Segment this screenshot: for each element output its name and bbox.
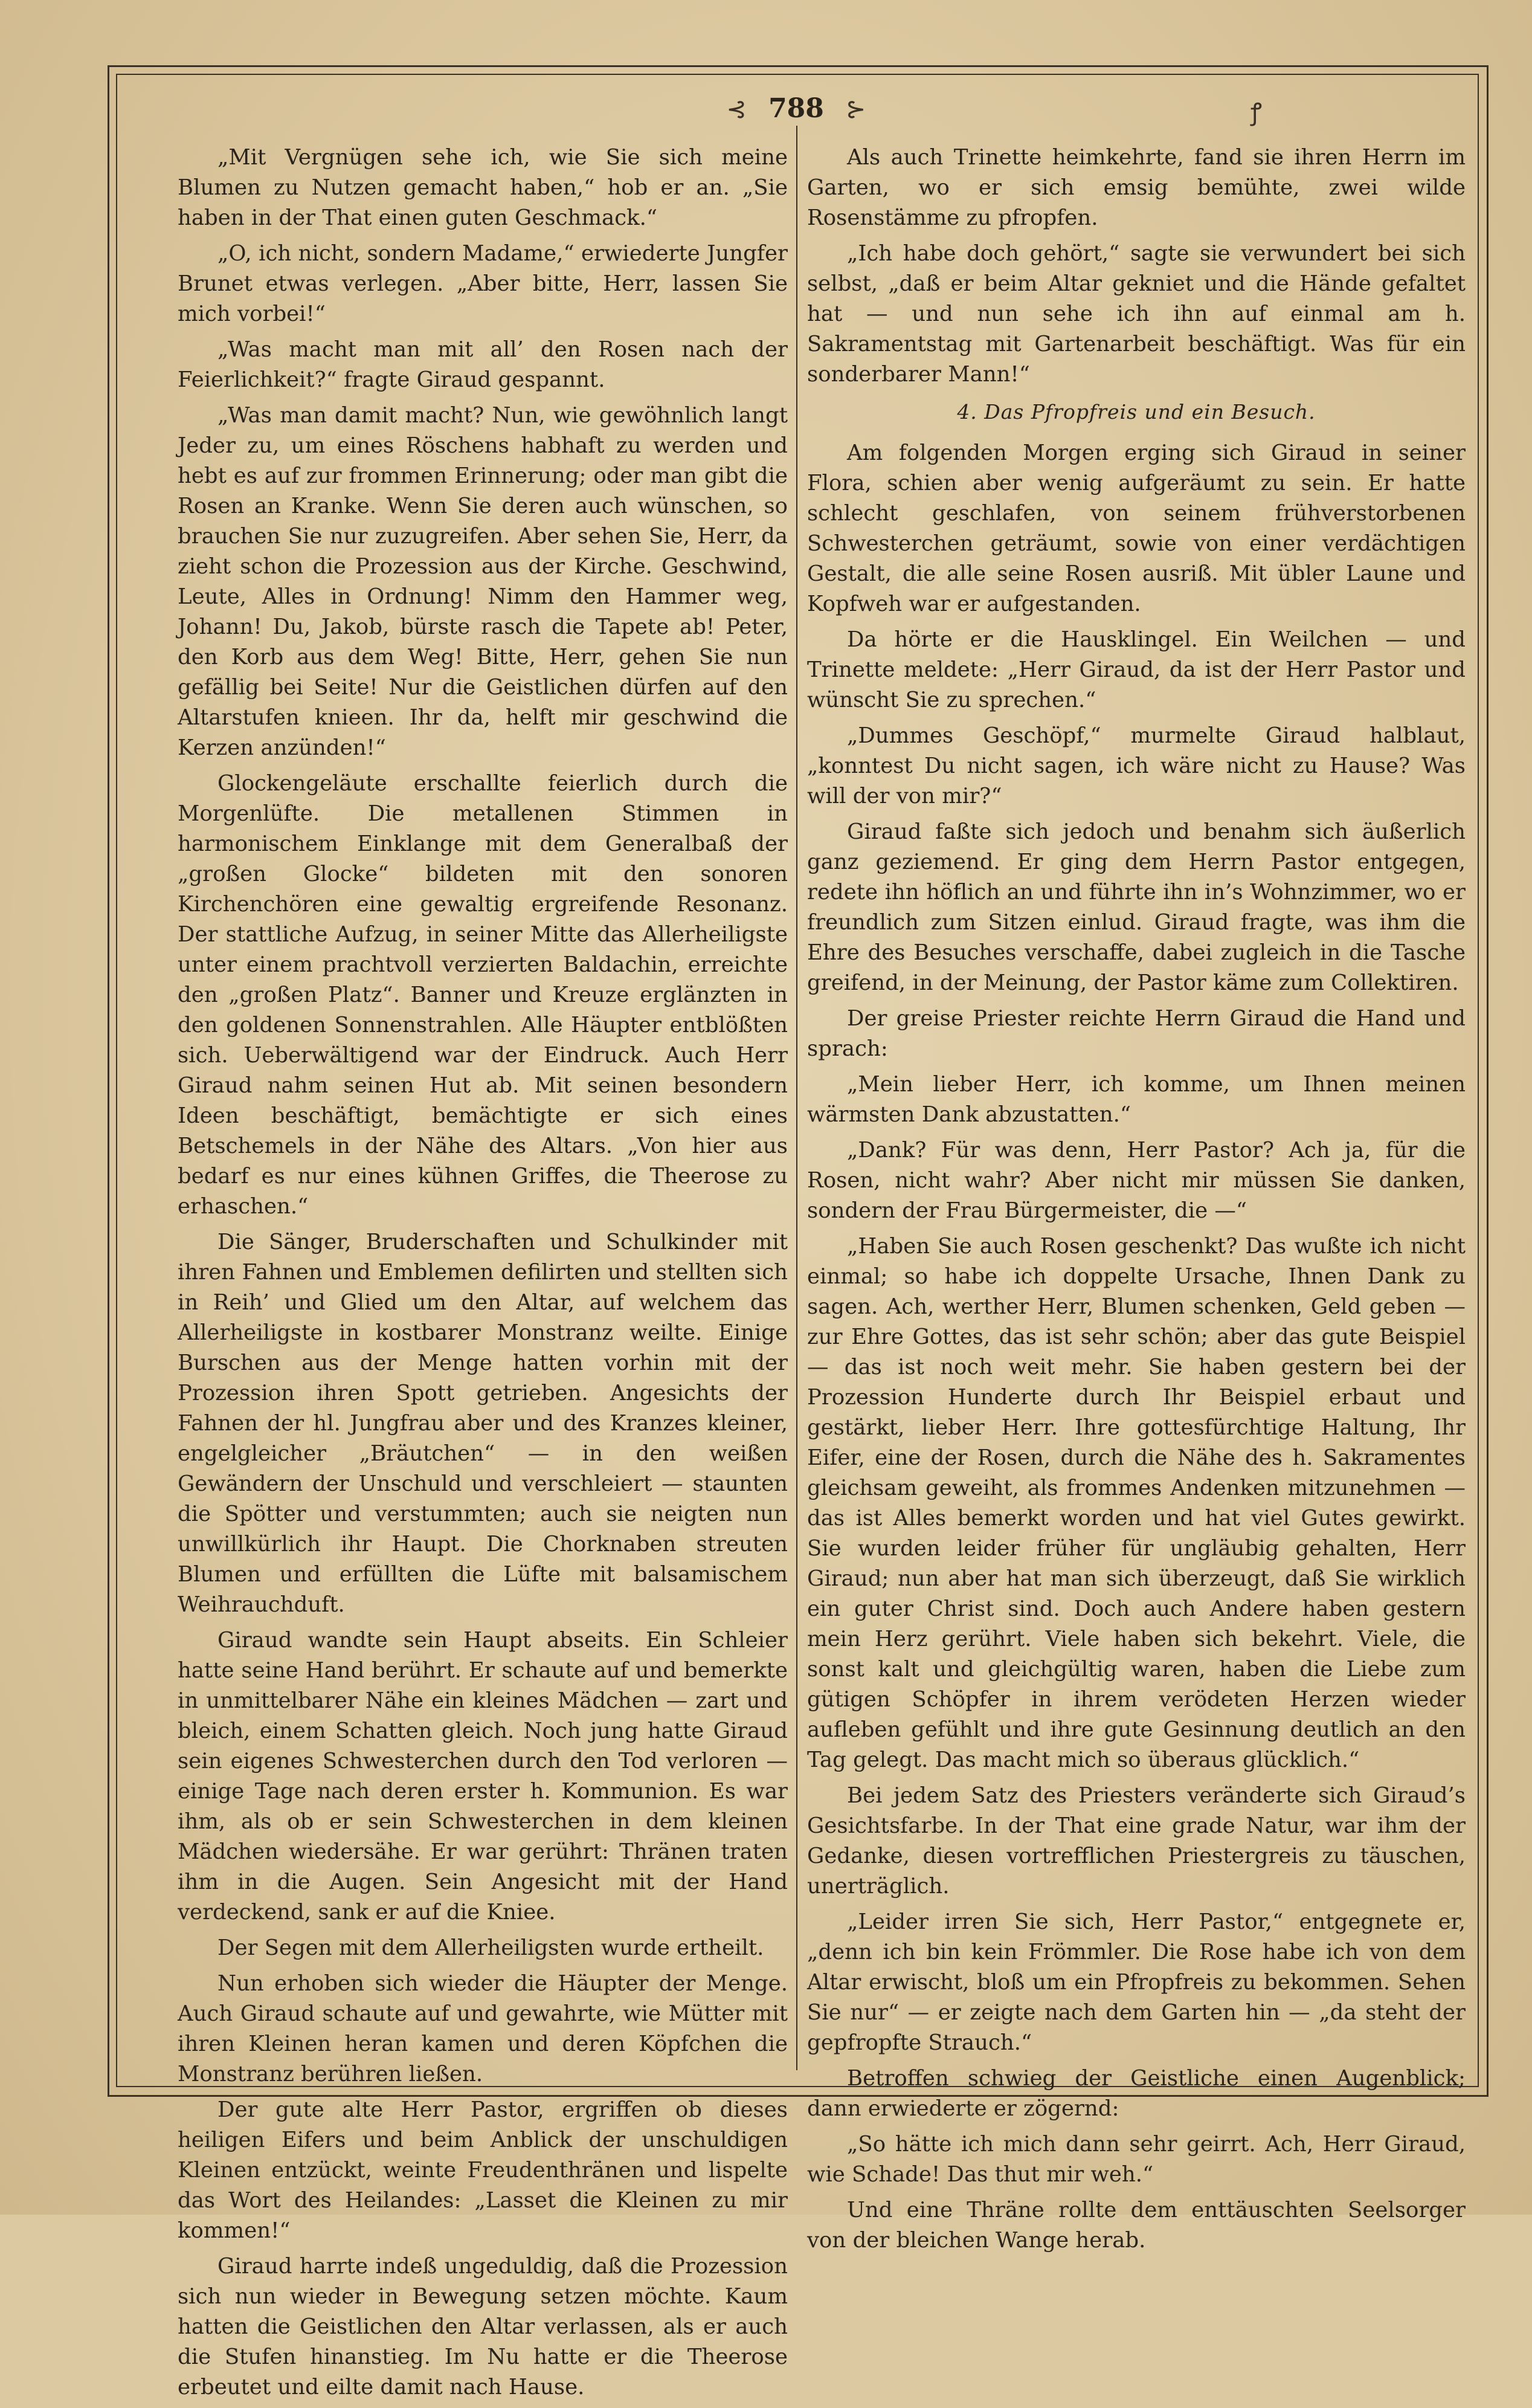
paragraph: „Ich habe doch gehört,“ sagte sie verwundert bei sich selbst, „daß er beim Altar gekniet und die Hände gefaltet hat — und nun sehe ich ihn auf einmal am h. Sakramentstag mit Gartenarbeit beschäftigt. Was für ein sonderbarer Mann!“: [807, 241, 1466, 387]
paragraph: Der Segen mit dem Allerheiligsten wurde ertheilt.: [217, 1935, 764, 1960]
right-column-intro: [807, 143, 1466, 390]
paragraph: Giraud faßte sich jedoch und benahm sich äußerlich ganz geziemend. Er ging dem Herrn Pastor entgegen, redete ihn höflich an und führte ihn in’s Wohnzimmer, wo er freundlich zum Sitzen einlud. Giraud fragte, was ihm die Ehre des Besuches verschaffe, dabei zugleich in die Tasche greifend, in der Meinung, der Pastor käme zum Collektiren.: [807, 819, 1466, 995]
right-column: [807, 143, 1466, 2261]
paragraph: Giraud wandte sein Haupt abseits. Ein Schleier hatte seine Hand berührt. Er schaute auf und bemerkte in unmittelbarer Nähe ein kleines Mädchen — zart und bleich, einem Schatten gleich. Noch jung hatte Giraud sein eigenes Schwesterchen durch den Tod verloren — einige Tage nach deren erster h. Kommunion. Es war ihm, als ob er sein Schwesterchen in dem kleinen Mädchen wiedersähe. Er war gerührt: Thränen traten ihm in die Augen. Sein Angesicht mit der Hand verdeckend, sank er auf die Kniee.: [178, 1628, 788, 1925]
paragraph: „Dummes Geschöpf,“ murmelte Giraud halblaut, „konntest Du nicht sagen, ich wäre nicht zu Hause? Was will der von mir?“: [807, 723, 1466, 809]
paragraph: Giraud harrte indeß ungeduldig, daß die Prozession sich nun wieder in Bewegung setzen möchte. Kaum hatten die Geistlichen den Altar verlassen, als er auch die Stufen hinanstieg. Im Nu hatte er die Theerose erbeutet und eilte damit nach Hause.: [178, 2254, 788, 2400]
paragraph: „Haben Sie auch Rosen geschenkt? Das wußte ich nicht einmal; so habe ich doppelte Ursache, Ihnen Dank zu sagen. Ach, werther Herr, Blumen schenken, Geld geben — zur Ehre Gottes, das ist sehr schön; aber das gute Beispiel — das ist noch weit mehr. Sie haben gestern bei der Prozession Hunderte durch Ihr Beispiel erbaut und gestärkt, lieber Herr. Ihre gottesfürchtige Haltung, Ihr Eifer, eine der Rosen, durch die Nähe des h. Sakramentes gleichsam geweiht, als frommes Andenken mitzunehmen — das ist Alles bemerkt worden und hat viel Gutes gewirkt. Sie wurden leider früher für ungläubig gehalten, Herr Giraud; nun aber hat man sich überzeugt, daß Sie wirklich ein guter Christ sind. Doch auch Andere haben gestern mein Herz gerührt. Viele haben sich bekehrt. Viele, die sonst kalt und gleichgültig waren, haben die Liebe zum gütigen Schöpfer in ihrem verödeten Herzen wieder aufleben gefühlt und ihre gute Gesinnung deutlich an den Tag gelegt. Das macht mich so überaus glücklich.“: [807, 1234, 1466, 1772]
paragraph: Der greise Priester reichte Herrn Giraud die Hand und sprach:: [807, 1006, 1466, 1061]
paragraph: Die Sänger, Bruderschaften und Schulkinder mit ihren Fahnen und Emblemen defilirten und stellten sich in Reih’ und Glied um den Altar, auf welchem das Allerheiligste in kostbarer Monstranz weilte. Einige Burschen aus der Menge hatten vorhin mit der Prozession ihren Spott getrieben. Angesichts der Fahnen der hl. Jungfrau aber und des Kranzes kleiner, engelgleicher „Bräutchen“ — in den weißen Gewändern der Unschuld und verschleiert — staunten die Spötter und verstummten; auch sie neigten nun unwillkürlich ihr Haupt. Die Chorknaben streuten Blumen und erfüllten die Lüfte mit balsamischem Weihrauchduft.: [178, 1230, 788, 1617]
paragraph: Und eine Thräne rollte dem enttäuschten Seelsorger von der bleichen Wange herab.: [807, 2198, 1466, 2253]
right-column-body: [807, 438, 1466, 2256]
paragraph: Am folgenden Morgen erging sich Giraud in seiner Flora, schien aber wenig aufgeräumt zu sein. Er hatte schlecht geschlafen, von seinem frühverstorbenen Schwesterchen geträumt, sowie von einer verdächtigen Gestalt, die alle seine Rosen ausriß. Mit übler Laune und Kopfweh war er aufgestanden.: [807, 441, 1466, 616]
paragraph: Betroffen schwieg der Geistliche einen Augenblick; dann erwiederte er zögernd:: [807, 2066, 1466, 2121]
paragraph: Glockengeläute erschallte feierlich durch die Morgenlüfte. Die metallenen Stimmen in harmonischem Einklange mit dem Generalbaß der „großen Glocke“ bildeten mit den sonoren Kirchenchören eine gewaltig ergreifende Resonanz. Der stattliche Aufzug, in seiner Mitte das Allerheiligste unter einem prachtvoll verzierten Baldachin, erreichte den „großen Platz“. Banner und Kreuze erglänzten in den goldenen Sonnenstrahlen. Alle Häupter entblößten sich. Ueberwältigend war der Eindruck. Auch Herr Giraud nahm seinen Hut ab. Mit seinen besondern Ideen beschäftigt, bemächtigte er sich eines Betschemels in der Nähe des Altars. „Von hier aus bedarf es nur eines kühnen Griffes, die Theerose zu erhaschen.“: [178, 771, 788, 1219]
paragraph: Bei jedem Satz des Priesters veränderte sich Giraud’s Gesichtsfarbe. In der That eine grade Natur, war ihm der Gedanke, diesen vortrefflichen Priestergreis zu täuschen, unerträglich.: [807, 1783, 1466, 1899]
paragraph: Der gute alte Herr Pastor, ergriffen ob dieses heiligen Eifers und beim Anblick der unschuldigen Kleinen entzückt, weinte Freudenthränen und lispelte das Wort des Heilandes: „Lasset die Kleinen zu mir kommen!“: [178, 2097, 788, 2243]
paragraph: Da hörte er die Hausklingel. Ein Weilchen — und Trinette meldete: „Herr Giraud, da ist der Herr Pastor und wünscht Sie zu sprechen.“: [807, 627, 1466, 712]
paragraph: „So hätte ich mich dann sehr geirrt. Ach, Herr Giraud, wie Schade! Das thut mir weh.“: [807, 2132, 1466, 2187]
page-number: 788: [768, 93, 824, 124]
paragraph: „Mit Vergnügen sehe ich, wie Sie sich meine Blumen zu Nutzen gemacht haben,“ hob er an. „Sie haben in der That einen guten Geschmack.“: [178, 145, 788, 230]
paragraph: „Leider irren Sie sich, Herr Pastor,“ entgegnete er, „denn ich bin kein Frömmler. Die Rose habe ich von dem Altar erwischt, bloß um ein Pfropfreis zu bekommen. Sehen Sie nur“ — er zeigte nach dem Garten hin — „da steht der gepfropfte Strauch.“: [807, 1909, 1466, 2055]
ornament-left: ⊰: [726, 95, 747, 123]
left-column: [178, 143, 788, 2408]
paragraph: „Mein lieber Herr, ich komme, um Ihnen meinen wärmsten Dank abzustatten.“: [807, 1072, 1466, 1127]
column-divider: [796, 126, 797, 2070]
section-heading: 4. Das Pfropfreis und ein Besuch.: [957, 400, 1316, 424]
paragraph: Nun erhoben sich wieder die Häupter der Menge. Auch Giraud schaute auf und gewahrte, wie Mütter mit ihren Kleinen heran kamen und deren Köpfchen die Monstranz berühren ließen.: [178, 1971, 788, 2087]
margin-mark: ꝭ: [1250, 98, 1262, 126]
paragraph: „Dank? Für was denn, Herr Pastor? Ach ja, für die Rosen, nicht wahr? Aber nicht mir müssen Sie danken, sondern der Frau Bürgermeister, die —“: [807, 1138, 1466, 1223]
paragraph: Als auch Trinette heimkehrte, fand sie ihren Herrn im Garten, wo er sich emsig bemühte, zwei wilde Rosenstämme zu pfropfen.: [807, 145, 1466, 230]
paragraph: „Was man damit macht? Nun, wie gewöhnlich langt Jeder zu, um eines Röschens habhaft zu werden und hebt es auf zur frommen Erinnerung; oder man gibt die Rosen an Kranke. Wenn Sie deren auch wünschen, so brauchen Sie nur zuzugreifen. Aber sehen Sie, Herr, da zieht schon die Prozession aus der Kirche. Geschwind, Leute, Alles in Ordnung! Nimm den Hammer weg, Johann! Du, Jakob, bürste rasch die Tapete ab! Peter, den Korb aus dem Weg! Bitte, Herr, gehen Sie nun gefällig bei Seite! Nur die Geistlichen dürfen auf den Altarstufen knieen. Ihr da, helft mir geschwind die Kerzen anzünden!“: [178, 403, 788, 760]
ornament-right: ⊱: [845, 95, 866, 123]
paragraph: „Was macht man mit all’ den Rosen nach der Feierlichkeit?“ fragte Giraud gespannt.: [178, 337, 788, 392]
paragraph: „O, ich nicht, sondern Madame,“ erwiederte Jungfer Brunet etwas verlegen. „Aber bitte, Herr, lassen Sie mich vorbei!“: [178, 241, 788, 326]
